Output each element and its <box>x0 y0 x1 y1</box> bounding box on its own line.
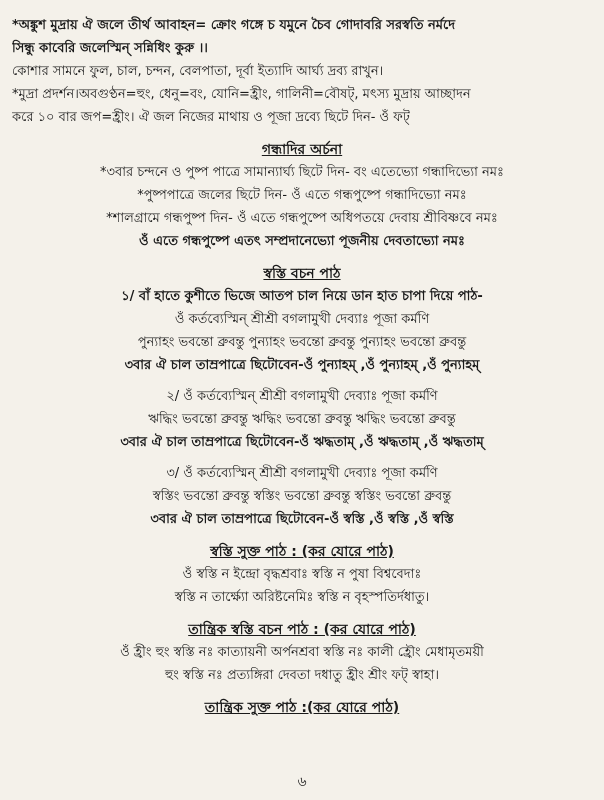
intro-line-2: সিন্ধু কাবেরি জলেস্মিন্‌ সন্নিধিং কুরু ।। <box>12 41 208 56</box>
tantrik-swasti-heading: তান্ত্রিক স্বস্তি বচন পাঠ : (কর যোরে পাঠ) <box>188 622 416 638</box>
swasti-bachan-block-3 <box>12 462 592 531</box>
gandhadi-section <box>12 161 592 253</box>
block2-line-1: ২/ ওঁ কর্তব্যেস্মিন্‌ শ্রীশ্রী বগলামুখী দেব্যাঃ পূজা কর্মণি <box>166 389 438 404</box>
swasti-sukta-section <box>12 563 592 609</box>
block2-line-2: ঋদ্ধিং ভবন্তো ব্রুবন্তু ঋদ্ধিং ভবন্তো ব্রুবন্তু ঋদ্ধিং ভবন্তো ব্রুবন্তু <box>148 412 456 427</box>
swasti-sukta-line-2: স্বস্তি ন তার্ক্ষ্যো অরিষ্টনেমিঃ স্বস্তি ন বৃহস্পতির্দধাতু। <box>174 590 430 605</box>
tantrik-swasti-line-2: হুং স্বস্তি নঃ প্রত্যঙ্গিরা দেবতা দধাতু হ্রীং শ্রীং ফট্‌ স্বাহা। <box>164 668 440 683</box>
intro-line-3: কোশার সামনে ফুল, চাল, চন্দন, বেলপাতা, দূর্বা ইত্যাদি আর্ঘ্য দ্রব্য রাখুন। <box>12 64 384 79</box>
tantrik-swasti-section <box>12 641 592 687</box>
swasti-bachan-heading: স্বস্তি বচন পাঠ <box>263 266 341 282</box>
page-number: ৬ <box>297 774 307 790</box>
block1-line-4: ৩বার ঐ চাল তাম্রপাত্রে ছিটোবেন-ওঁ পুন্যাহম্‌ ,ওঁ পুন্যাহম্‌ ,ওঁ পুন্যাহম্‌ <box>124 358 480 373</box>
block1-line-1: ১/ বাঁ হাতে কুশীতে ভিজে আতপ চাল নিয়ে ডান হাত চাপা দিয়ে পাঠ- <box>121 289 483 304</box>
swasti-sukta-heading: স্বস্তি সুক্ত পাঠ : (কর যোরে পাঠ) <box>210 544 394 560</box>
swasti-bachan-block-1 <box>12 285 592 377</box>
intro-line-1: *অঙ্কুশ মুদ্রায় ঐ জলে তীর্থ আবাহন= ক্রোং গঙ্গে চ যমুনে চৈব গোদাবরি সরস্বতি নর্মদে <box>12 18 456 33</box>
block3-line-3: ৩বার ঐ চাল তাম্রপাত্রে ছিটোবেন-ওঁ স্বস্তি ,ওঁ স্বস্তি ,ওঁ স্বস্তি <box>150 512 454 527</box>
block1-line-2: ওঁ কর্তব্যেস্মিন্‌ শ্রীশ্রী বগলামুখী দেব্যাঃ পূজা কর্মণি <box>174 312 430 327</box>
block3-line-2: স্বস্তিং ভবন্তো ব্রুবন্তু স্বস্তিং ভবন্তো ব্রুবন্তু স্বস্তিং ভবন্তো ব্রুবন্তু <box>152 489 452 504</box>
gandhadi-line-2: *পুষ্পপাত্রে জলের ছিটে দিন- ওঁ এতে গন্ধপুষ্পে গন্ধাদিভ্যো নমঃ <box>137 188 467 203</box>
gandhadi-line-1: *৩বার চন্দনে ও পুষ্প পাত্রে সামান্যার্ঘ্য ছিটে দিন- বং এতেভ্যো গন্ধাদিভ্যো নমঃ <box>100 165 504 180</box>
gandhadi-line-4: ওঁ এতে গন্ধপুষ্পে এতৎ সম্প্রদানেভ্যো পূজনীয় দেবতাভ্যো নমঃ <box>139 234 465 249</box>
gandhadi-heading: গন্ধাদির অর্চনা <box>261 142 343 158</box>
block1-line-3: পুন্যাহং ভবন্তো ব্রুবন্তু পুন্যাহং ভবন্তো ব্রুবন্তু পুন্যাহং ভবন্তো ব্রুবন্তু <box>137 335 467 350</box>
swasti-bachan-block-2 <box>12 385 592 454</box>
tantrik-sukta-heading: তান্ত্রিক সুক্ত পাঠ :(কর যোরে পাঠ) <box>204 700 400 716</box>
swasti-sukta-line-1: ওঁ স্বস্তি ন ইন্দ্রো বৃদ্ধশ্রবাঃ স্বস্তি ন পুষা বিশ্ববেদাঃ <box>182 567 422 582</box>
block3-line-1: ৩/ ওঁ কর্তব্যেস্মিন্‌ শ্রীশ্রী বগলামুখী দেব্যাঃ পূজা কর্মণি <box>166 466 438 481</box>
block2-line-3: ৩বার ঐ চাল তাম্রপাত্রে ছিটোবেন-ওঁ ঋদ্ধতাম্‌ ,ওঁ ঋদ্ধতাম্‌ ,ওঁ ঋদ্ধতাম্‌ <box>120 435 484 450</box>
intro-line-5: করে ১০ বার জপ=হ্রীং। ঐ জল নিজের মাথায় ও পূজা দ্রব্যে ছিটে দিন- ওঁ ফট্‌ <box>12 110 410 125</box>
intro-section <box>12 14 592 129</box>
gandhadi-line-3: *শালগ্রামে গন্ধপুষ্প দিন- ওঁ এতে গন্ধপুষ্পে অধিপতয়ে দেবায় শ্রীবিষ্ণবে নমঃ <box>106 211 498 226</box>
intro-line-4: *মুদ্রা প্রদর্শন।অবগুণ্ঠন=হুং, ধেনু=বং, যোনি=হ্রীং, গালিনী=বৌষট্‌, মৎস্য মুদ্রায় আচ্ছাদন <box>12 87 471 102</box>
tantrik-swasti-line-1: ওঁ হ্রীং হুং স্বস্তি নঃ কাত্যায়নী অর্পনশ্রবা স্বস্তি নঃ কালী হ্রৌং মেধামৃতময়ী <box>120 645 484 660</box>
